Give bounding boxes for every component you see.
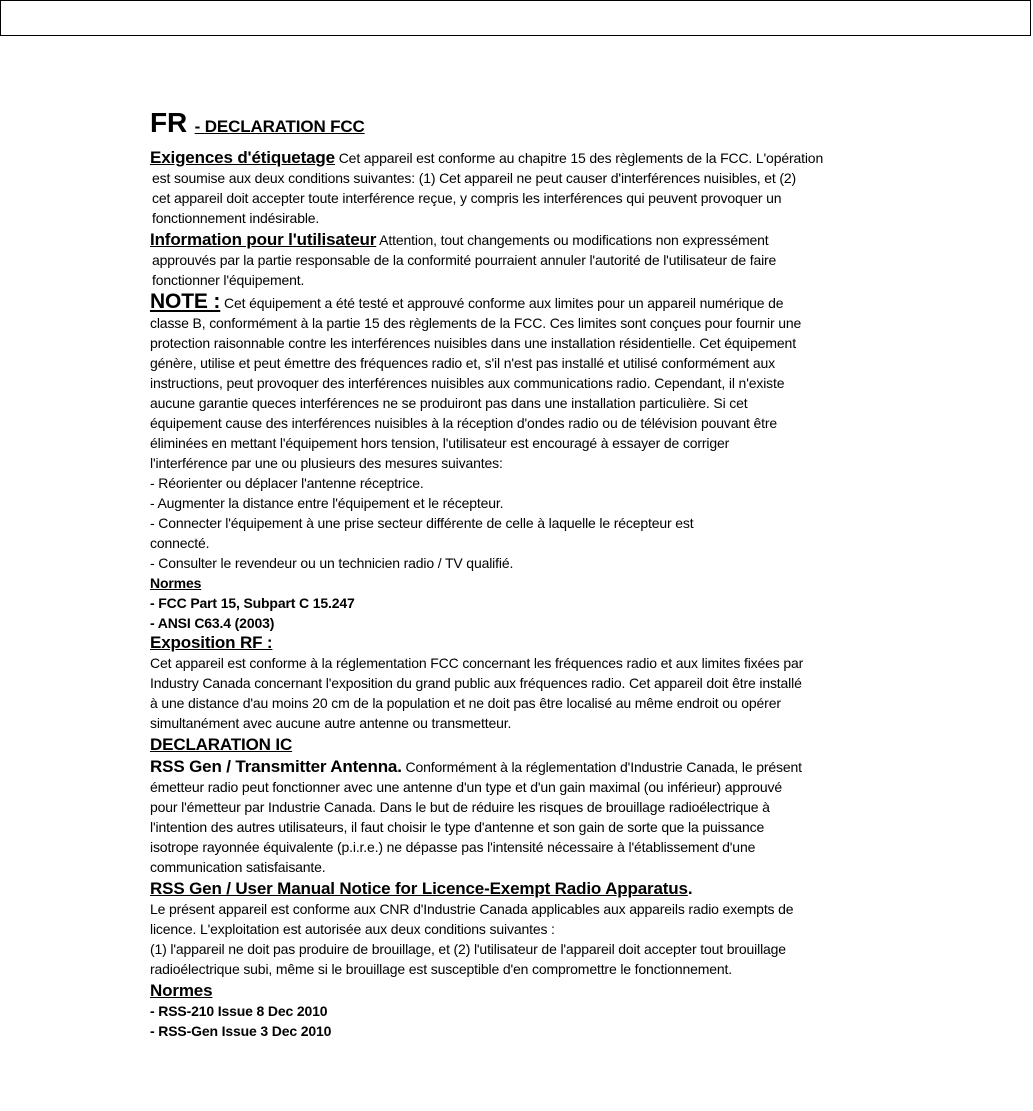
labeling-line: cet appareil doit accepter toute interférence reçue, y compris les interférences qui peuvent provoquer un (152, 190, 782, 206)
rss-antenna-line: isotrope rayonnée équivalente (p.i.r.e.) ne dépasse pas l'intensité nécessaire à l'établissement d'une (150, 839, 756, 855)
section-normes-fcc (150, 573, 880, 633)
section-normes-ic (150, 981, 880, 1041)
section-labeling (150, 148, 880, 228)
section-rf-exposure (150, 633, 880, 733)
rf-line: simultanément avec aucune autre antenne ou transmetteur. (150, 715, 512, 731)
note-line: génère, utilise et peut émettre des fréquences radio et, s'il n'est pas installé et utilisé conformément aux (150, 355, 775, 371)
normes-item: - ANSI C63.4 (2003) (150, 615, 275, 631)
user-info-line: fonctionner l'équipement. (152, 272, 305, 288)
section-note (150, 292, 880, 573)
section-rss-manual (150, 879, 880, 979)
note-line: instructions, peut provoquer des interférences nuisibles aux communications radio. Cependant, il n'existe (150, 375, 785, 391)
rss-antenna-line: communication satisfaisante. (150, 859, 326, 875)
page-title (150, 104, 880, 146)
normes-item: - FCC Part 15, Subpart C 15.247 (150, 595, 355, 611)
ic-heading: DECLARATION IC (150, 735, 293, 754)
user-info-line: Attention, tout changements ou modifications non expressément (376, 232, 769, 248)
normes-heading: Normes (150, 575, 202, 591)
user-info-line: approuvés par la partie responsable de la conformité pourraient annuler l'autorité de l'utilisateur de faire (152, 252, 777, 268)
labeling-line: Cet appareil est conforme au chapitre 15 des règlements de la FCC. L'opération (334, 150, 824, 166)
rss-manual-line: licence. L'exploitation est autorisée aux deux conditions suivantes : (150, 921, 555, 937)
rf-line: Cet appareil est conforme à la réglementation FCC concernant les fréquences radio et aux limites fixées par (150, 655, 804, 671)
note-line: - Consulter le revendeur ou un technicien radio / TV qualifié. (150, 555, 514, 571)
header-box (0, 0, 1031, 36)
rss-manual-line: Le présent appareil est conforme aux CNR d'Industrie Canada applicables aux appareils radio exempts de (150, 901, 794, 917)
rss-manual-heading: RSS Gen / User Manual Notice for Licence-Exempt Radio Apparatus (150, 879, 688, 898)
rss-manual-line: (1) l'appareil ne doit pas produire de brouillage, et (2) l'utilisateur de l'appareil doit accepter tout brouillage (150, 941, 786, 957)
title-lang: FR (150, 107, 188, 138)
rf-heading: Exposition RF : (150, 633, 273, 652)
section-rss-antenna (150, 757, 880, 877)
title-dash: - (194, 117, 205, 136)
rss-antenna-line: émetteur radio peut fonctionner avec une antenne d'un type et d'un gain maximal (ou inférieur) approuvé (150, 779, 782, 795)
section-ic (150, 735, 880, 755)
note-line: connecté. (150, 535, 210, 551)
normes-heading: Normes (150, 981, 213, 1000)
user-info-heading: Information pour l'utilisateur (150, 230, 377, 249)
note-line: équipement cause des interférences nuisibles à la réception d'ondes radio ou de télévision pouvant être (150, 415, 777, 431)
rss-antenna-line: Conformément à la réglementation d'Industrie Canada, le présent (401, 759, 802, 775)
declaration-document (150, 104, 880, 1041)
rss-antenna-heading: RSS Gen / Transmitter Antenna. (150, 757, 402, 776)
rss-manual-line: radioélectrique subi, même si le brouillage est susceptible d'en compromettre le fonctionnement. (150, 961, 733, 977)
note-line: - Connecter l'équipement à une prise secteur différente de celle à laquelle le récepteur est (150, 515, 694, 531)
note-line: éliminées en mettant l'équipement hors tension, l'utilisateur est encouragé à essayer de corriger (150, 435, 730, 451)
note-line: Cet équipement a été testé et approuvé conforme aux limites pour un appareil numérique de (220, 295, 784, 311)
note-heading: NOTE : (150, 290, 221, 313)
rss-manual-period: . (687, 879, 693, 898)
title-sub: DECLARATION FCC (204, 117, 365, 136)
rss-antenna-line: pour l'émetteur par Industrie Canada. Dans le but de réduire les risques de brouillage radioélectrique à (150, 799, 770, 815)
rf-line: à une distance d'au moins 20 cm de la population et ne doit pas être localisé au même endroit ou opérer (150, 695, 781, 711)
note-line: classe B, conformément à la partie 15 des règlements de la FCC. Ces limites sont conçues pour fournir une (150, 315, 802, 331)
note-line: - Réorienter ou déplacer l'antenne réceptrice. (150, 475, 424, 491)
note-line: protection raisonnable contre les interférences nuisibles dans une installation résidentielle. Cet équipement (150, 335, 796, 351)
note-line: - Augmenter la distance entre l'équipement et le récepteur. (150, 495, 504, 511)
labeling-heading: Exigences d'étiquetage (150, 148, 335, 167)
labeling-line: fonctionnement indésirable. (152, 210, 320, 226)
note-line: aucune garantie queces interférences ne se produiront pas dans une installation particulière. Si cet (150, 395, 748, 411)
rss-antenna-line: l'intention des autres utilisateurs, il faut choisir le type d'antenne et son gain de sorte que la puissance (150, 819, 765, 835)
normes-item: - RSS-Gen Issue 3 Dec 2010 (150, 1023, 332, 1039)
section-user-info (150, 230, 880, 290)
rf-line: Industry Canada concernant l'exposition du grand public aux fréquences radio. Cet appareil doit être installé (150, 675, 802, 691)
note-line: l'interférence par une ou plusieurs des mesures suivantes: (150, 455, 503, 471)
normes-item: - RSS-210 Issue 8 Dec 2010 (150, 1003, 328, 1019)
labeling-line: est soumise aux deux conditions suivantes: (1) Cet appareil ne peut causer d'interférences nuisibles, et (2) (152, 170, 797, 186)
